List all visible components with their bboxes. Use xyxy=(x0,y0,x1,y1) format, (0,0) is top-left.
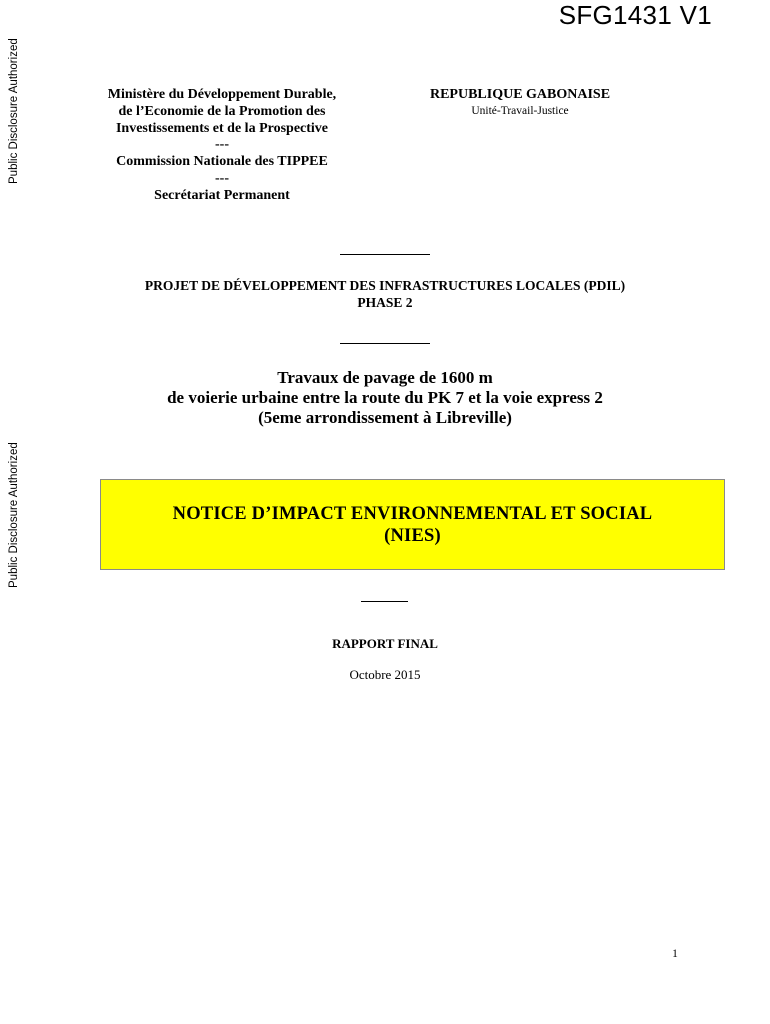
notice-title-abbrev: (NIES) xyxy=(384,526,441,546)
ministry-line: Investissements et de la Prospective xyxy=(115,120,329,136)
project-title xyxy=(60,277,710,311)
ministry-line: de l’Economie de la Promotion des xyxy=(118,103,326,119)
ministry-separator: --- xyxy=(215,137,229,153)
document-id: SFG1431 V1 xyxy=(558,0,712,30)
ministry-line: Secrétariat Permanent xyxy=(154,187,290,203)
works-description xyxy=(60,368,710,428)
works-line: de voierie urbaine entre la route du PK 7 et la voie express 2 xyxy=(167,388,603,407)
ministry-separator: --- xyxy=(215,170,229,186)
republic-name: REPUBLIQUE GABONAISE xyxy=(429,87,611,102)
divider-rule xyxy=(340,254,430,255)
divider-rule-short xyxy=(361,601,408,602)
republic-motto: Unité-Travail-Justice xyxy=(471,104,569,117)
project-title-line: PROJET DE DÉVELOPPEMENT DES INFRASTRUCTURES LOCALES (PDIL) xyxy=(144,278,626,293)
works-line: Travaux de pavage de 1600 m xyxy=(277,368,493,387)
project-phase: PHASE 2 xyxy=(357,295,413,310)
side-label-text: Public Disclosure Authorized xyxy=(8,38,20,184)
report-date: Octobre 2015 xyxy=(349,667,421,682)
works-line: (5eme arrondissement à Libreville) xyxy=(258,408,512,427)
report-type: RAPPORT FINAL xyxy=(332,636,438,651)
ministry-line: Commission Nationale des TIPPEE xyxy=(116,154,328,170)
notice-title xyxy=(101,503,724,547)
side-label-text: Public Disclosure Authorized xyxy=(8,442,20,588)
ministry-line: Ministère du Développement Durable, xyxy=(107,87,337,102)
ministry-header xyxy=(70,87,374,205)
notice-banner xyxy=(100,479,725,570)
page-number: 1 xyxy=(672,948,678,960)
republic-header xyxy=(410,87,630,118)
notice-title-line: NOTICE D’IMPACT ENVIRONNEMENTAL ET SOCIAL xyxy=(172,504,653,524)
divider-rule xyxy=(340,343,430,344)
